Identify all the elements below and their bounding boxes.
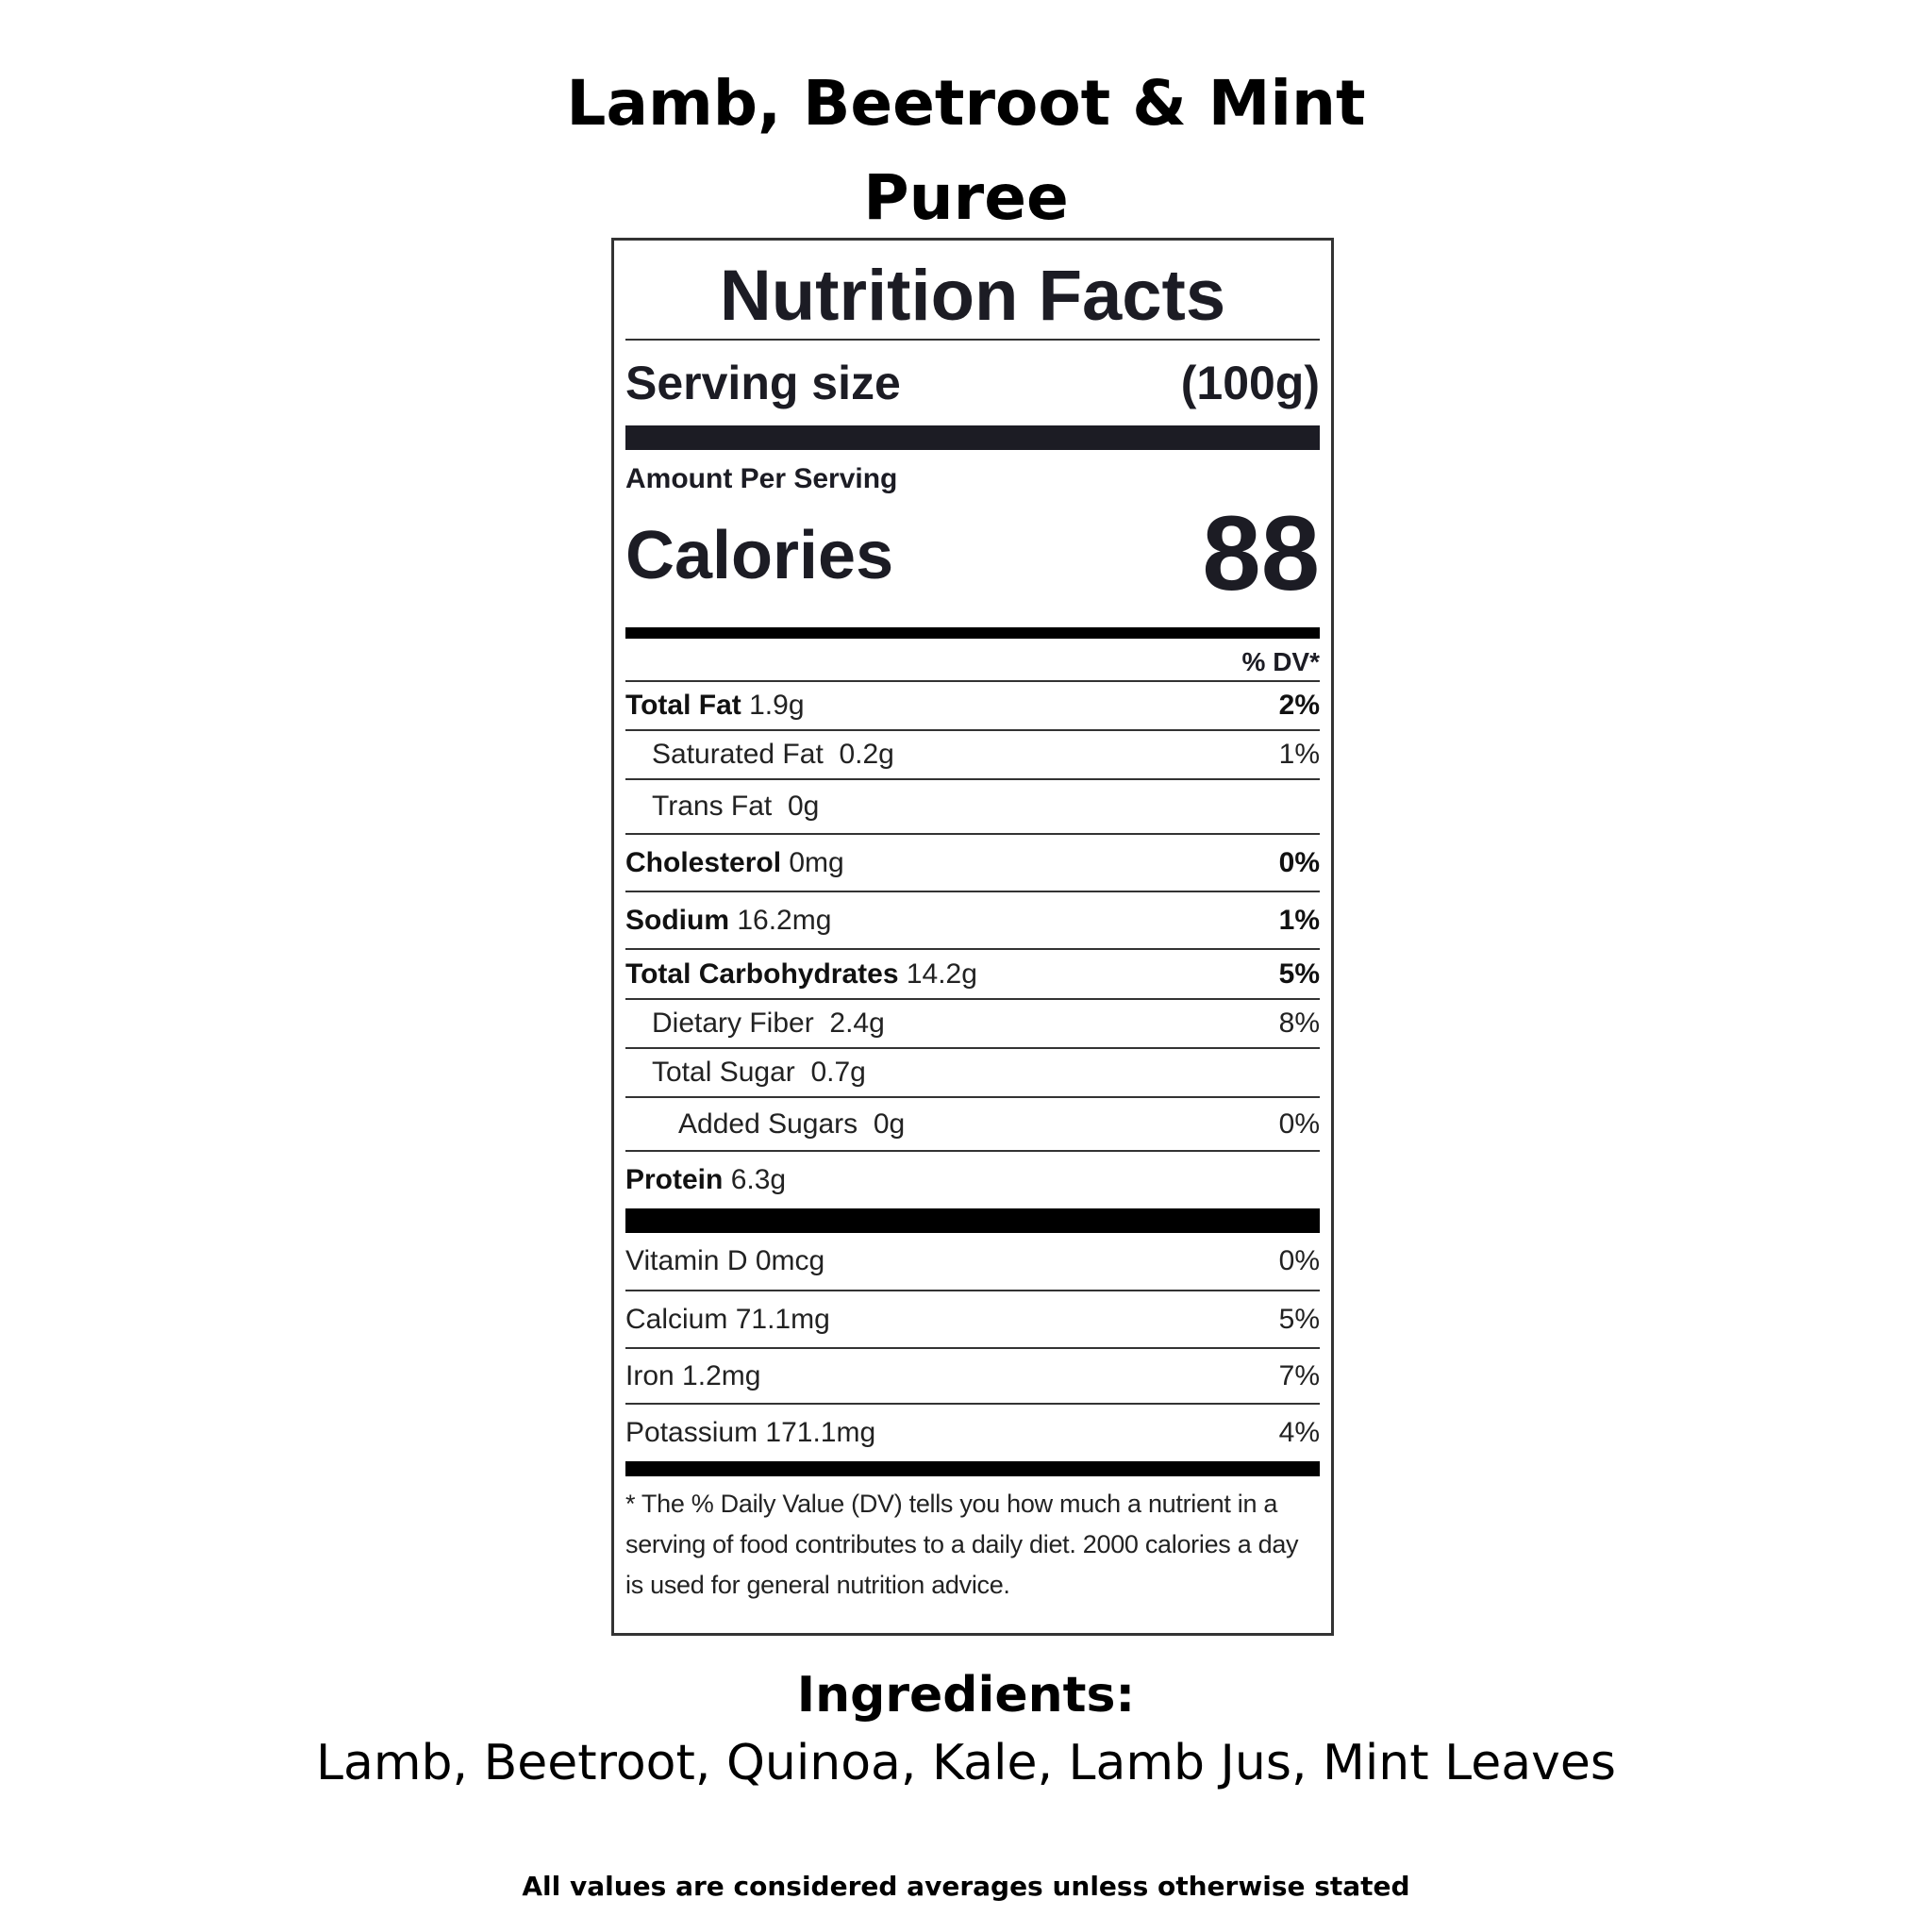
vitamin-dv: 7%	[1278, 1359, 1320, 1391]
nutrition-facts-title: Nutrition Facts	[625, 241, 1320, 341]
nutrient-amount: 0g	[787, 791, 820, 822]
nutrient-dv: 2%	[1278, 690, 1320, 721]
nutrient-name: Trans Fat	[652, 791, 773, 822]
vitamin-amount: 171.1mg	[765, 1417, 876, 1448]
nutrient-amount: 0mg	[789, 846, 844, 878]
nutrient-amount: 16.2mg	[737, 904, 832, 936]
ingredients-list: Lamb, Beetroot, Quinoa, Kale, Lamb Jus, Mint Leaves	[316, 1735, 1616, 1791]
nutrient-row-total-fat	[625, 682, 1320, 731]
nutrient-name: Cholesterol	[625, 846, 782, 878]
product-title	[0, 57, 1932, 245]
daily-value-footnote: * The % Daily Value (DV) tells you how much a nutrient in a serving of food contributes to a daily diet. 2000 calories a day is used for general nutrition advice.	[625, 1490, 1299, 1599]
product-title-line1: Lamb, Beetroot & Mint	[566, 67, 1366, 140]
vitamin-name: Calcium	[625, 1303, 728, 1335]
nutrient-name: Protein	[625, 1164, 724, 1195]
averages-disclaimer: All values are considered averages unless otherwise stated	[522, 1871, 1410, 1902]
nutrient-row-added-sugars	[625, 1098, 1320, 1152]
serving-size-label: Serving size	[625, 357, 901, 409]
nutrient-name: Saturated Fat	[652, 739, 824, 770]
serving-size-value: (100g)	[1180, 357, 1320, 409]
vitamin-amount: 1.2mg	[682, 1359, 761, 1391]
nutrient-name: Added Sugars	[678, 1108, 858, 1140]
nutrient-dv: 5%	[1278, 958, 1320, 990]
nutrient-dv: 8%	[1278, 1008, 1320, 1039]
nutrient-amount: 2.4g	[829, 1008, 885, 1039]
vitamin-dv: 0%	[1278, 1245, 1320, 1276]
nutrition-facts-label	[611, 238, 1334, 1636]
vitamin-amount: 71.1mg	[735, 1303, 830, 1335]
ingredients-title: Ingredients:	[796, 1667, 1136, 1724]
nutrient-row-trans-fat	[625, 780, 1320, 835]
nutrient-amount: 6.3g	[730, 1164, 787, 1195]
thick-divider	[625, 425, 1320, 450]
nutrient-amount: 14.2g	[906, 958, 977, 990]
nutrient-row-saturated-fat	[625, 731, 1320, 780]
nutrient-row-total-carbohydrates	[625, 950, 1320, 1000]
nutrient-dv: 0%	[1278, 1108, 1320, 1140]
nutrient-row-total-sugar	[625, 1049, 1320, 1098]
vitamin-row-calcium	[625, 1291, 1320, 1349]
product-title-line2: Puree	[863, 161, 1069, 234]
nutrient-dv: 1%	[1278, 739, 1320, 770]
vitamin-name: Iron	[625, 1359, 675, 1391]
vitamin-amount: 0mcg	[755, 1245, 825, 1276]
vitamin-row-iron	[625, 1349, 1320, 1405]
nutrient-row-protein	[625, 1152, 1320, 1208]
vitamin-name: Potassium	[625, 1417, 758, 1448]
vitamin-dv: 5%	[1278, 1303, 1320, 1335]
nutrient-dv: 1%	[1278, 904, 1320, 936]
nutrient-amount: 0.2g	[839, 739, 894, 770]
nutrient-amount: 0g	[873, 1108, 906, 1140]
vitamin-row-potassium	[625, 1405, 1320, 1461]
nutrient-row-dietary-fiber	[625, 1000, 1320, 1049]
footnote-divider	[625, 1461, 1320, 1476]
nutrient-amount: 0.7g	[810, 1057, 866, 1088]
serving-size-row	[625, 341, 1320, 425]
amount-per-serving: Amount Per Serving	[625, 463, 898, 494]
nutrient-amount: 1.9g	[749, 690, 805, 721]
calories-row	[625, 494, 1320, 612]
nutrient-name: Total Carbohydrates	[625, 958, 899, 990]
vitamin-name: Vitamin D	[625, 1245, 748, 1276]
medium-divider	[625, 627, 1320, 639]
nutrient-name: Total Sugar	[652, 1057, 795, 1088]
nutrient-name: Dietary Fiber	[652, 1008, 814, 1039]
calories-value: 88	[1202, 494, 1320, 612]
vitamin-dv: 4%	[1278, 1417, 1320, 1448]
nutrient-name: Total Fat	[625, 690, 741, 721]
nutrient-name: Sodium	[625, 904, 729, 936]
nutrient-row-cholesterol	[625, 835, 1320, 892]
vitamin-row-vitamin-d	[625, 1233, 1320, 1291]
calories-label: Calories	[625, 518, 894, 593]
nutrient-row-sodium	[625, 892, 1320, 950]
daily-value-header: % DV*	[625, 639, 1320, 682]
vitamins-divider	[625, 1208, 1320, 1233]
nutrient-dv: 0%	[1278, 846, 1320, 878]
